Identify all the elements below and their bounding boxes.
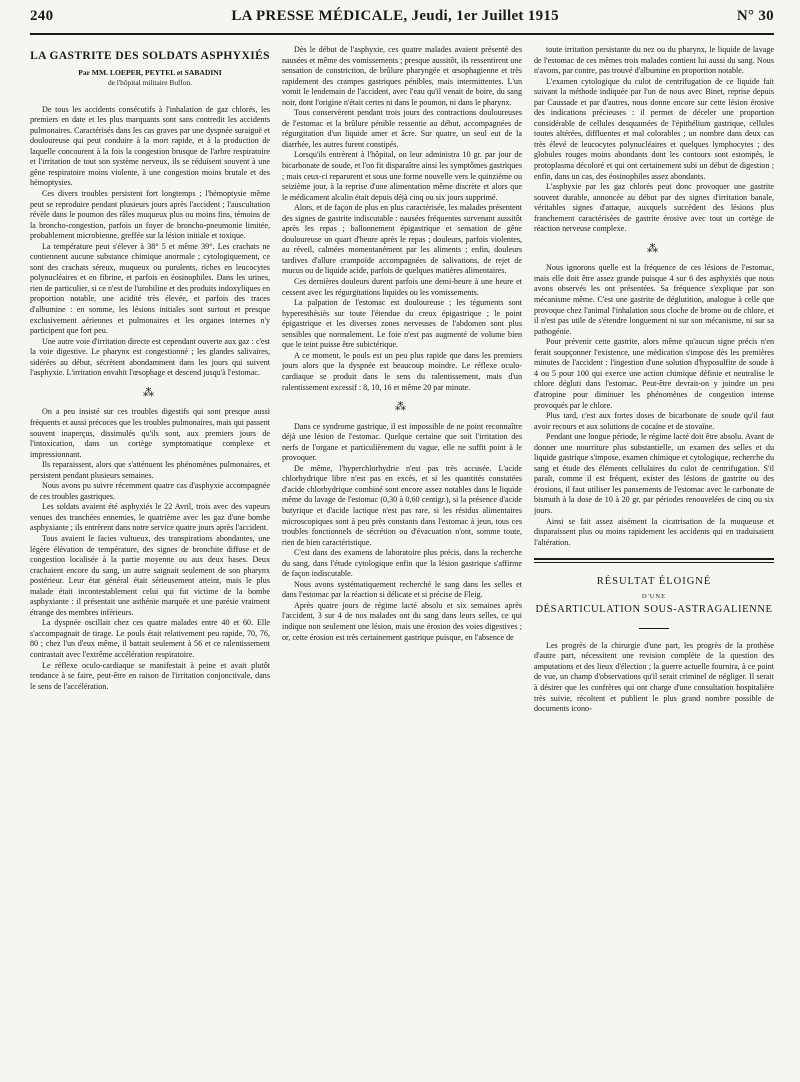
paragraph: La palpation de l'estomac est douloureuse ; les téguments sont hyperesthésiés sur toute l'étendue du creux épigastrique ; le point épigastrique et les diverses zones nerveuses de l'abdomen sont plus sensibles que normalement. Le foie n'est pas augmenté de volume bien que le teint puisse être subictérique. (282, 298, 522, 350)
paragraph: L'asphyxie par les gaz chlorés peut donc provoquer une gastrite souvent durable, annoncée au début par des signes d'irritation banale, véritables signes d'attaque, auxquels succèdent des lésions plus franchement caractérisées de gastrite érosive avec tout un cortège de réaction nerveuse complexe. (534, 182, 774, 234)
paragraph: Après quatre jours de régime lacté absolu et six semaines après l'accident, 3 sur 4 de nos malades ont du sang dans leurs selles, ce qui indique non seulement une lésion, mais une érosion des voies digestives ; or, cette érosion est très certainement gastrique puisque, en l'absence de (282, 600, 522, 642)
section-separator: ⁂ (143, 386, 157, 399)
paragraph: Les soldats avaient été asphyxiés le 22 Avril, trois avec des vapeurs venues des tranchées ennemies, le quatrième avec les gaz d'une bombe asphyxiante ; ils entrèrent dans notre service quatre jours après l'accident. (30, 502, 270, 533)
paragraph: Lorsqu'ils entrèrent à l'hôpital, on leur administra 10 gr. par jour de bicarbonate de soude, et l'on fit disparaître ainsi les symptômes gastriques ; mais ceux-ci reparurent et sous une forme nouvelle vers le quinzième ou seizième jour, à la reprise d'une alimentation même discrète et alors que le médicament alcalin était depuis déjà cinq ou six jours supprimé. (282, 150, 522, 202)
page-number: 240 (30, 8, 54, 24)
article2-title: RÉSULTAT ÉLOIGNÉ (596, 576, 712, 588)
paragraph: La dyspnée oscillait chez ces quatre malades entre 40 et 60. Elle s'accompagnait de tirage. Le pouls était relativement peu rapide, 70, 76, 80 ; chez l'un d'eux même, il battait seulement à 56 et ce ralentissement contrastait avec l'extrême accélération respiratoire. (30, 618, 270, 659)
article2-title-line2: DÉSARTICULATION SOUS-ASTRAGALIENNE (535, 604, 773, 616)
paragraph: Dès le début de l'asphyxie, ces quatre malades avaient présenté des nausées et même des vomissements ; presque aussitôt, ils ressentirent une sensation de constriction, de brûlure pharyngée et œsophagienne et très rapidement des crampes gastriques pénibles, mais intermittentes. L'un vomit le lendemain de l'accident, avec l'eau qu'il venait de boire, du sang noir, dont l'origine n'était certes ni dans le poumon, ni dans le pharynx. (282, 45, 522, 107)
paragraph: Ces dernières douleurs durent parfois une demi-heure à une heure et cessent avec les régurgitations liquides ou les vomissements. (282, 277, 522, 297)
paragraph: Dans ce syndrome gastrique, il est impossible de ne point reconnaître déjà une lésion de l'estomac. Quelque certaine que soit l'irritation des nerfs de l'organe et particulièrement du vague, elle ne suffit point à le provoquer. (282, 421, 522, 463)
paragraph: Nous ignorons quelle est la fréquence de ces lésions de l'estomac, mais elle doit être assez grande puisque 4 sur 6 des asphyxiés que nous avons observés les ont présentées. Sa fréquence s'explique par son mécanisme même. C'est une gastrite de déglutition, analogue à celle que provoque chez l'animal l'inhalation sous cloche de brome ou de chlore, et il n'est pas utile de s'étendre longuement ni sur son mécanisme, ni sur sa pathogénie. (534, 263, 774, 336)
issue-number: N° 30 (736, 8, 774, 24)
article2-subtitle-connector: D'UNE (641, 592, 667, 600)
paragraph: Une autre voie d'irritation directe est cependant ouverte aux gaz : c'est la voie digestive. Le pharynx est congestionné ; les glandes salivaires, sidérées au début, sécrètent abondamment dans les jours qui suivent l'asphyxie. L'irritation envahit l'œsophage et descend jusqu'à l'estomac. (30, 336, 270, 378)
paragraph: Pendant une longue période, le régime lacté doit être absolu. Avant de donner une nourriture plus substantielle, un examen des selles et du liquide gastrique s'impose, examen chimique et cytologique, recherche du sang et étude des éléments cellulaires du culot de centrifugation. S'il paraît, comme il est fréquent, exister des lésions de gastrite ou des érosions, il faut utiliser les pansements de l'estomac avec le carbonate de bismuth à la dose de 10 à 20 gr. par périodes renouvelées de cinq ou six jours. (534, 432, 774, 515)
paragraph: Tous conservèrent pendant trois jours des contractions douloureuses de l'estomac et la brûlure pénible ressentie au début, accompagnées de régurgitation d'un liquide amer et âcre. Sur quatre, un seul eut de la diarrhée, les autres furent constipés. (282, 108, 522, 149)
paragraph: Ils reparaissent, alors que s'atténuent les phénomènes pulmonaires, et persistent pendant plusieurs semaines. (30, 460, 270, 480)
paragraph: Ainsi se fait assez aisément la cicatrisation de la muqueuse et disparaissent plus ou moins rapidement les accidents qui en traduisaient l'altération. (534, 516, 774, 547)
column-2 (282, 45, 522, 1075)
paragraph: La température peut s'élever à 38° 5 et même 39°. Les crachats ne contiennent aucune substance chimique anormale ; cytologiquement, ce sont des crachats séreux, muqueux ou purulents, riches en leucocytes polynucléaires et en fibrine, et parfois en éosinophiles. Dans les urines, rien de particulier, si ce n'est de l'urobiline et des produits indoxyliques en proportion notable, une acidité très élevée, et parfois des traces d'albumine : en somme, les lésions initiales sont surtout et presque exclusivement aériennes et pulmonaires et les organes internes n'y participent que fort peu. (30, 241, 270, 336)
paragraph: toute irritation persistante du nez ou du pharynx, le liquide de lavage de l'estomac de ces mêmes trois malades contient lui aussi du sang. Nous n'avons, par contre, pas trouvé d'albumine en proportion notable. (534, 45, 774, 76)
paragraph: Alors, et de façon de plus en plus caractérisée, les malades présentent des signes de gastrite indiscutable : nausées fréquentes survenant aussitôt après les repas ; ballonnement épigastrique et sensation de gêne douloureuse un quart d'heure après le repas ; douleurs, parfois violentes, au réveil, calmées momentanément par les aliments ; enfin, douleurs tardives d'allure crampoïde accompagnées de salivations, de rejet de mucus ou de liquide acide, parfois de quelques matières alimentaires. (282, 203, 522, 276)
paragraph: Ces divers troubles persistent fort longtemps ; l'hémoptysie même peut se reproduire pendant plusieurs jours après l'accident ; l'auscultation révèle dans le poumon des râles muqueux plus ou moins fins, témoins de la broncho-congestion, parfois un foyer de broncho-pneumonie limitée, probablement microbienne, greffée sur la lésion initiale et toxique. (30, 189, 270, 241)
paragraph: C'est dans des examens de laboratoire plus précis, dans la recherche du sang, dans l'étude cytologique enfin que la lésion gastrique s'affirme de façon indiscutable. (282, 548, 522, 579)
paragraph: Pour prévenir cette gastrite, alors même qu'aucun signe précis n'en ferait soupçonner l'existence, une médication s'impose dès les premières minutes de l'accident : l'ingestion d'une solution d'hyposulfite de soude à 4 ou 5 pour 100 qui exerce une action chimique définie et neutralise le chlore dégluti dans l'estomac. Peut-être devrait-on y joindre un peu d'atropine pour diminuer les phénomènes de congestion intense provoqués par le chlore. (534, 337, 774, 410)
paragraph: De même, l'hyperchlorhydrie n'est pas très accusée. L'acide chlorhydrique libre n'est pas en excès, et si les quantités constatées d'acide chlorhydrique combiné sont encore assez notables dans le liquide même du lavage de l'estomac (0,30 à 0,60 centigr.), si la présence d'acide butyrique et d'acide lactique n'est pas rare, si les résidus alimentaires microscopiques sont à peu près constants dans l'estomac à jeun, tous ces troubles fonctionnels de sécrétion ou d'évacuation n'ont, somme toute, rien de bien caractéristique. (282, 463, 522, 547)
paragraph: Plus tard, c'est aux fortes doses de bicarbonate de soude qu'il faut avoir recours et aux solutions de cocaïne et de stovaïne. (534, 411, 774, 431)
paragraph: A ce moment, le pouls est un peu plus rapide que dans les premiers jours alors que la dyspnée est beaucoup moindre. Le réflexe oculo-cardiaque se produit dans le sens du ralentissement, mais d'un ralentissement excessif : 8, 10, 16 et même 20 par minute. (282, 350, 522, 392)
paragraph: On a peu insisté sur ces troubles digestifs qui sont presque aussi fréquents et aussi précoces que les troubles pulmonaires, mais qui passent souvent inaperçus, dissimulés qu'ils sont, aux premiers jours de l'intoxication, dans un cortège symptomatique complexe et impressionnant. (30, 407, 270, 459)
paragraph: Le réflexe oculo-cardiaque se manifestait à peine et avait plutôt tendance à se faire, peut-être en raison de l'irritation conjonctivale, dans le sens de l'accélération. (30, 660, 270, 691)
article-title: LA GASTRITE DES SOLDATS ASPHYXIÉS (30, 50, 270, 62)
article-separator-thin (534, 562, 774, 563)
paragraph: Les progrès de la chirurgie d'une part, les progrès de la prothèse d'autre part, nécessitent une revision complète de la question des amputations et des lieux d'élection ; la guerre actuelle fournira, à ce point de vue, un champ d'observations qu'il serait criminel de négliger. Il serait à désirer que les confrères qui ont charge d'une consultation hospitalière très suivie, récoltent et publient le plus grand nombre possible de documents icono- (534, 640, 774, 714)
paragraph: Nous avons systématiquement recherché le sang dans les selles et dans l'estomac par la réaction si délicate et si précise de Fleig. (282, 579, 522, 600)
paragraph: De tous les accidents consécutifs à l'inhalation de gaz chlorés, les premiers en date et les plus marquants sont sans contredit les accidents pulmonaires. Caractérisés dans les cas graves par une dyspnée suraiguë et douloureuse qui peut conduire à la mort rapide, et à la production de laquelle concourent à la fois la congestion brusque de l'arbre respiratoire et l'irritation de tout son système nerveux, ils se réduisent souvent à une gêne respiratoire moins violente, à une congestion moins brutale et des hémoptysies. (30, 104, 270, 188)
paragraph: L'examen cytologique du culot de centrifugation de ce liquide fait suivant la méthode indiquée par l'un de nous avec Binet, reprise depuis par Caussade et par d'autres, nous donne encore sur cette lésion érosive des indications précieuses : il permet de déceler une proportion considérable de cellules desquamées de l'épithélium gastrique, cellules toutes altérées, diffluentes et mal colorables ; un nombre dans deux cas très élevé de leucocytes polynucléaires et quelques lymphocytes ; des globules rouges moins abondants dont les contours sont estompés, le protoplasma décoloré et qui ont certainement subi un début de digestion ; enfin, dans un cas, des éosinophiles assez abondants. (534, 76, 774, 181)
section-separator: ⁂ (647, 242, 661, 255)
title-underline (639, 628, 669, 629)
paragraph: Tous avaient le facies vultueux, des transpirations abondantes, une légère élévation de température, des signes de bronchite diffuse et de congestion localisée à la partie moyenne ou aux deux bases. Deux crachaient encore du sang, un autre saignait seulement de son pharynx postérieur. Leur état général était sérieusement atteint, mais le plus malade était incontestablement celui qui fut victime de la bombe asphyxiante : il présentait une asthénie marquée et une parésie vraiment étrange des membres inférieurs. (30, 533, 270, 617)
page-header (30, 8, 774, 35)
journal-title: LA PRESSE MÉDICALE, Jeudi, 1er Juillet 1915 (231, 8, 559, 24)
article-authors: Par MM. LOEPER, PEYTEL et SABADINI (78, 67, 222, 77)
article-affiliation: de l'hôpital militaire Buffon. (107, 78, 193, 88)
column-1 (30, 45, 270, 1075)
column-3 (534, 45, 774, 1075)
paragraph: Nous avons pu suivre récemment quatre cas d'asphyxie accompagnée de ces troubles gastriques. (30, 481, 270, 501)
section-separator: ⁂ (395, 401, 409, 414)
article-separator-thick (534, 558, 774, 560)
